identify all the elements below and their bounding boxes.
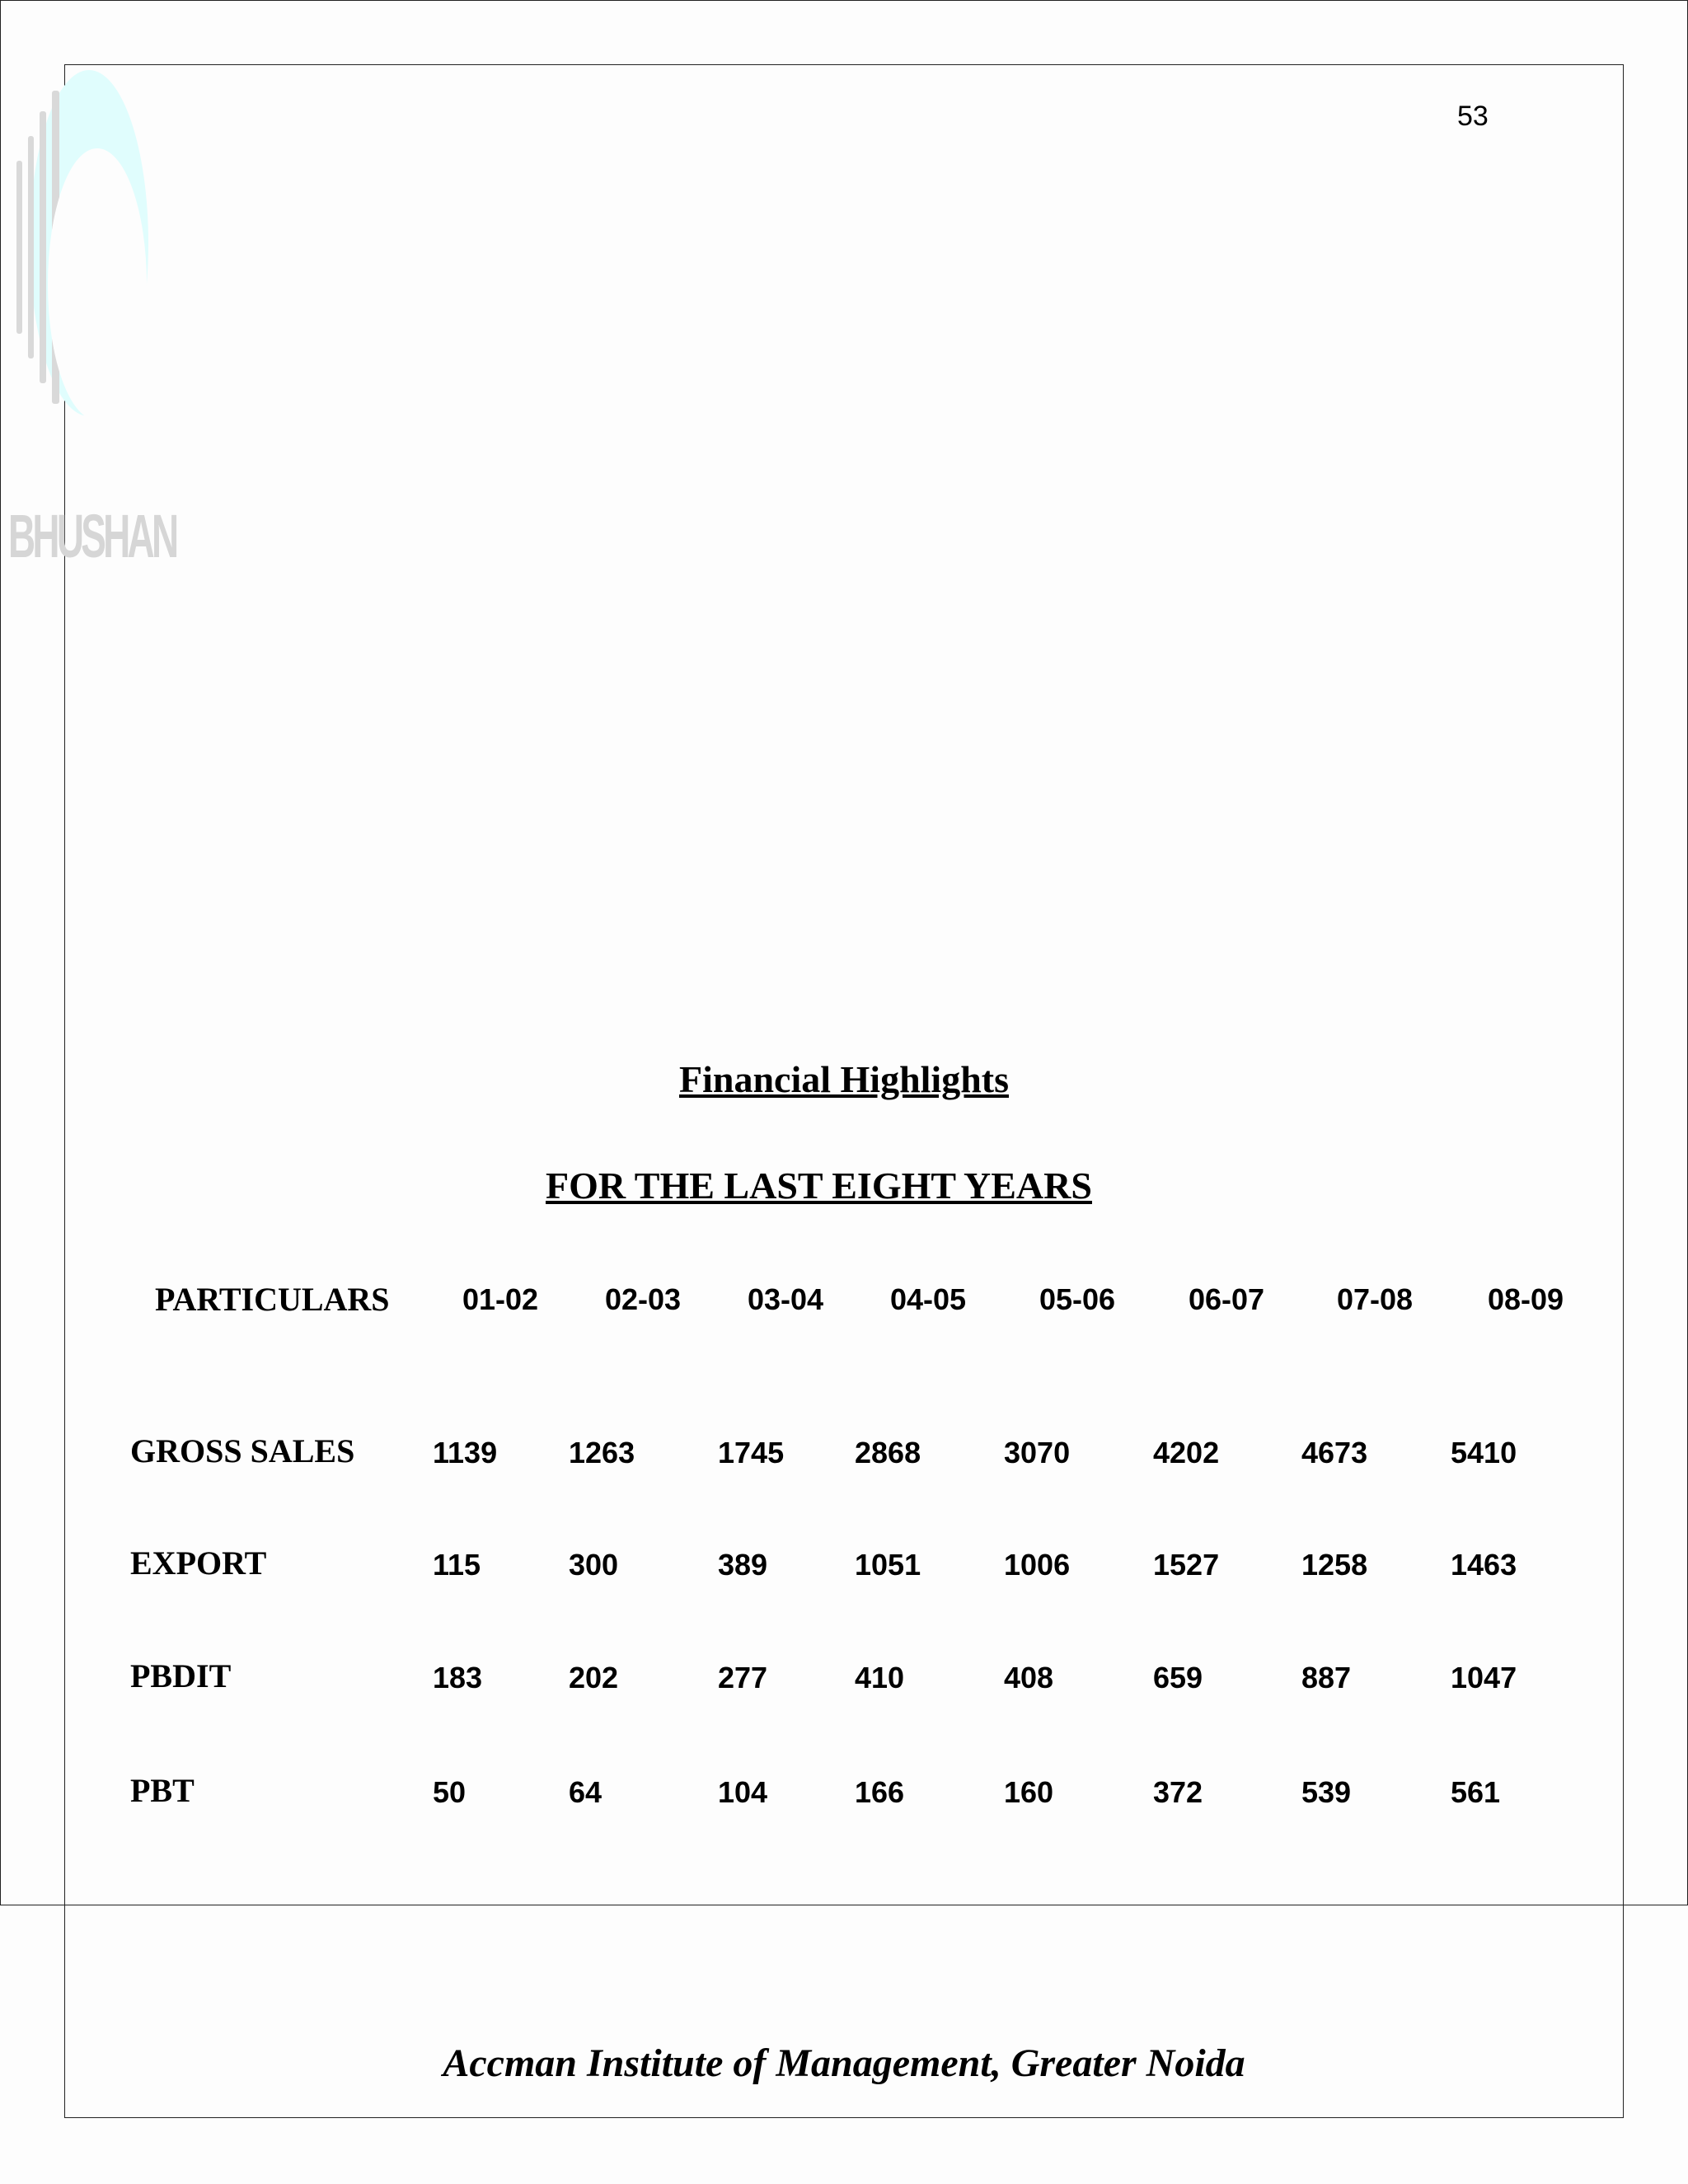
- table-cell: 887: [1301, 1661, 1352, 1694]
- table-cell: 2868: [855, 1436, 921, 1469]
- table-cell: 4202: [1153, 1436, 1220, 1469]
- footer-institution: Accman Institute of Management, Greater Noida: [443, 2041, 1245, 2085]
- table-cell: 104: [718, 1775, 768, 1809]
- table-cell: 1139: [433, 1436, 498, 1469]
- page-number: 53: [1457, 101, 1489, 132]
- column-header-year: 02-03: [605, 1282, 682, 1316]
- table-cell: 1051: [855, 1548, 921, 1582]
- column-header-year: 03-04: [748, 1282, 824, 1316]
- row-label: PBDIT: [130, 1657, 232, 1694]
- table-cell: 64: [569, 1775, 603, 1809]
- table-cell: 166: [855, 1775, 905, 1809]
- table-cell: 561: [1451, 1775, 1501, 1809]
- table-cell: 183: [433, 1661, 483, 1694]
- column-header-year: 05-06: [1039, 1282, 1116, 1316]
- table-cell: 1006: [1004, 1548, 1071, 1582]
- page-subtitle: FOR THE LAST EIGHT YEARS: [546, 1165, 1092, 1207]
- row-label: GROSS SALES: [130, 1432, 355, 1469]
- table-cell: 1258: [1301, 1548, 1368, 1582]
- table-cell: 1527: [1153, 1548, 1220, 1582]
- table-cell: 160: [1004, 1775, 1054, 1809]
- table-cell: 202: [569, 1661, 619, 1694]
- table-cell: 50: [433, 1775, 467, 1809]
- page-title: Financial Highlights: [678, 1058, 1010, 1100]
- logo-text: BHUSHAN: [8, 502, 176, 570]
- column-header-year: 08-09: [1488, 1282, 1564, 1316]
- table-cell: 410: [855, 1661, 905, 1694]
- table-cell: 659: [1153, 1661, 1203, 1694]
- table-cell: 389: [718, 1548, 768, 1582]
- column-header-year: 01-02: [462, 1282, 539, 1316]
- bhushan-logo: [7, 37, 151, 581]
- row-label: PBT: [130, 1772, 195, 1809]
- table-cell: 1047: [1451, 1661, 1517, 1694]
- column-header-year: 04-05: [890, 1282, 967, 1316]
- table-cell: 4673: [1301, 1436, 1368, 1469]
- table-cell: 539: [1301, 1775, 1352, 1809]
- table-cell: 3070: [1004, 1436, 1071, 1469]
- table-cell: 372: [1153, 1775, 1203, 1809]
- table-cell: 408: [1004, 1661, 1054, 1694]
- table-cell: 115: [433, 1548, 481, 1582]
- column-header-year: 06-07: [1189, 1282, 1265, 1316]
- column-header-year: 07-08: [1337, 1282, 1414, 1316]
- row-label: EXPORT: [130, 1544, 267, 1582]
- table-cell: 1745: [718, 1436, 785, 1469]
- table-cell: 5410: [1451, 1436, 1517, 1469]
- table-cell: 1463: [1451, 1548, 1517, 1582]
- table-cell: 1263: [569, 1436, 635, 1469]
- table-cell: 277: [718, 1661, 768, 1694]
- table-cell: 300: [569, 1548, 619, 1582]
- column-header-particulars: PARTICULARS: [155, 1281, 390, 1318]
